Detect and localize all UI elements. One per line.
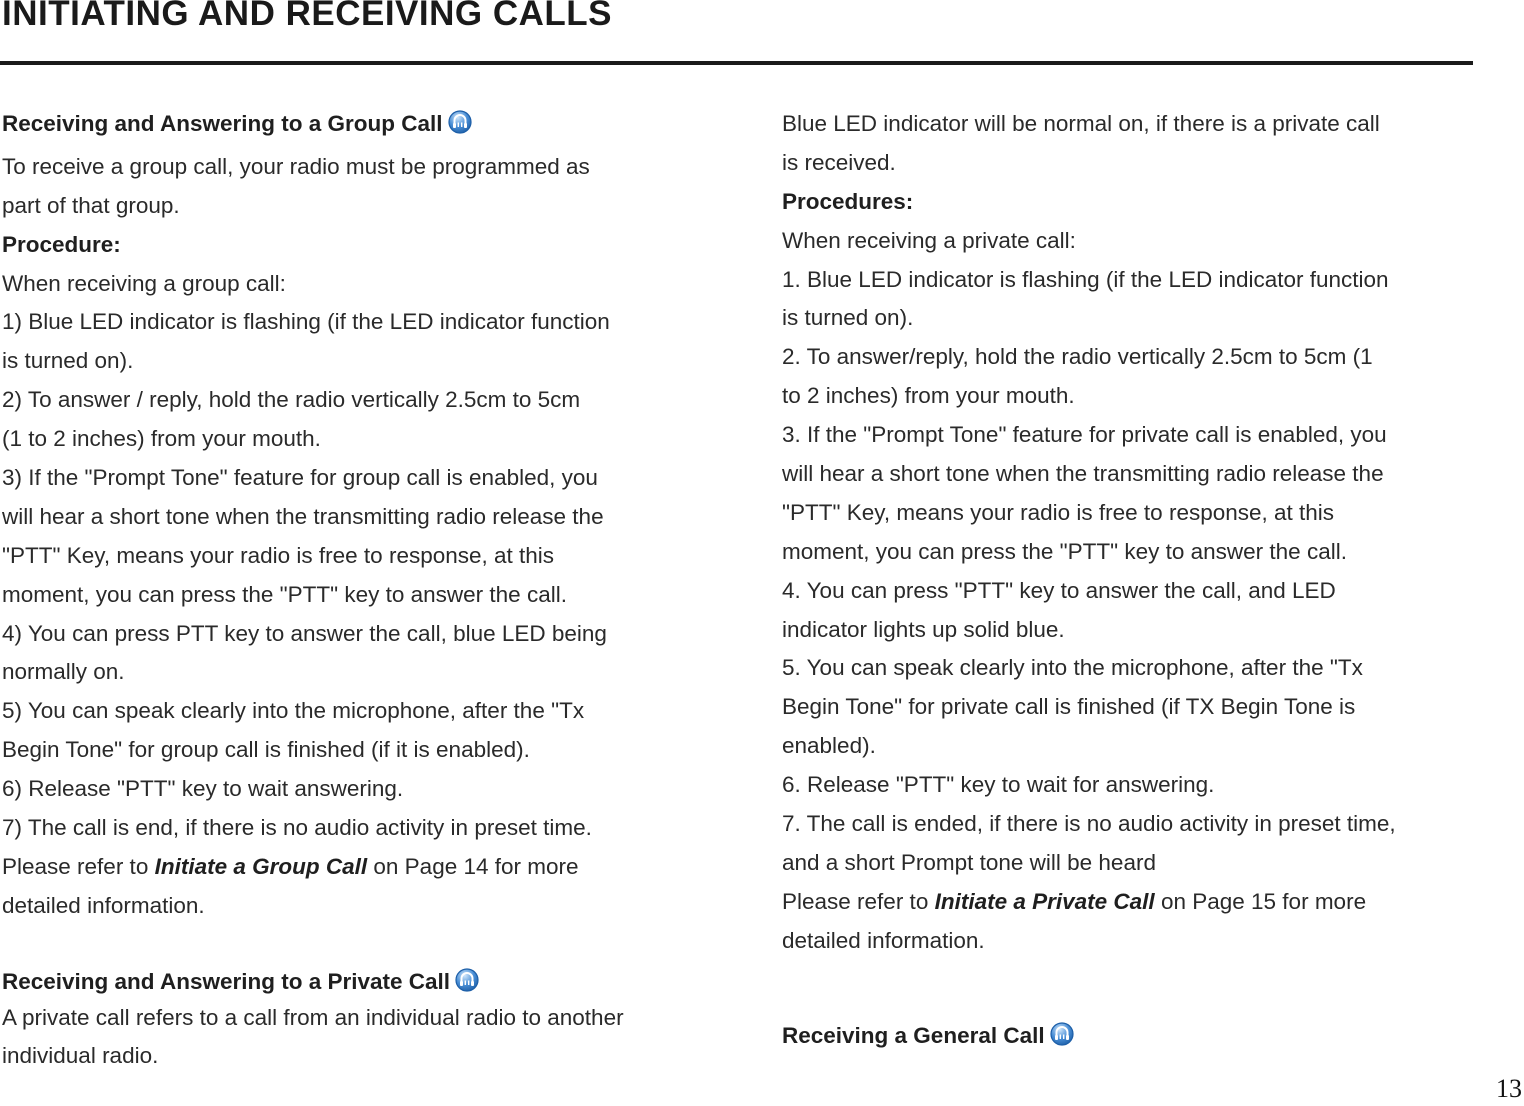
general-call-icon [1050, 1022, 1074, 1046]
private-intro-line: individual radio. [2, 1043, 159, 1069]
left-column [2, 105, 707, 1076]
procedure-line: to 2 inches) from your mouth. [782, 383, 1075, 409]
refer-line: Please refer to Initiate a Group Call on Page 14 for more [2, 853, 579, 879]
procedure-line: 6) Release "PTT" key to wait answering. [2, 776, 404, 802]
procedure-label: Procedure: [2, 231, 121, 257]
procedure-line: enabled). [782, 733, 876, 759]
procedure-line: is turned on). [2, 348, 134, 374]
procedure-line: will hear a short tone when the transmitting radio release the [2, 503, 604, 529]
refer-line: Please refer to Initiate a Private Call on Page 15 for more [782, 888, 1367, 914]
group-call-icon [448, 110, 472, 134]
procedure-line: "PTT" Key, means your radio is free to response, at this [782, 499, 1335, 525]
procedure-line: is turned on). [782, 305, 914, 331]
page-number: 13 [1496, 1074, 1522, 1103]
procedure-line: (1 to 2 inches) from your mouth. [2, 426, 321, 452]
general-call-heading: Receiving a General Call [782, 1017, 1482, 1056]
private-intro-line: Blue LED indicator will be normal on, if there is a private call [782, 111, 1380, 136]
procedure-line: Begin Tone" for private call is finished (if TX Begin Tone is [782, 694, 1356, 720]
procedure-line: 4) You can press PTT key to answer the call, blue LED being [2, 620, 607, 646]
procedure-line: 2. To answer/reply, hold the radio vertically 2.5cm to 5cm (1 [782, 344, 1373, 370]
procedure-line: 2) To answer / reply, hold the radio vertically 2.5cm to 5cm [2, 387, 581, 413]
private-intro-line: A private call refers to a call from an individual radio to another [2, 1004, 624, 1030]
procedure-line: 1) Blue LED indicator is flashing (if the LED indicator function [2, 309, 610, 335]
group-call-heading: Receiving and Answering to a Group Call [2, 105, 707, 144]
procedure-line: Begin Tone" for group call is finished (if it is enabled). [2, 737, 530, 763]
procedure-line: normally on. [2, 659, 125, 685]
procedure-line: 5) You can speak clearly into the microphone, after the "Tx [2, 698, 585, 724]
procedure-line: moment, you can press the "PTT" key to answer the call. [2, 581, 567, 607]
group-intro-line: To receive a group call, your radio must be programmed as [2, 153, 590, 179]
private-intro-line: is received. [782, 149, 896, 175]
procedure-line: and a short Prompt tone will be heard [782, 849, 1156, 875]
procedure-line: 3) If the "Prompt Tone" feature for group call is enabled, you [2, 465, 598, 491]
private-call-reference[interactable]: Initiate a Private Call [934, 888, 1155, 914]
procedure-line: 5. You can speak clearly into the microphone, after the "Tx [782, 655, 1363, 681]
procedure-line: indicator lights up solid blue. [782, 616, 1065, 642]
private-call-icon [455, 968, 479, 992]
right-column [782, 105, 1482, 1056]
group-call-reference[interactable]: Initiate a Group Call [154, 853, 368, 879]
private-call-heading: Receiving and Answering to a Private Call [2, 965, 707, 999]
procedure-line: 7) The call is end, if there is no audio activity in preset time. [2, 815, 592, 841]
procedure-line: 4. You can press "PTT" key to answer the call, and LED [782, 577, 1336, 603]
procedure-line: "PTT" Key, means your radio is free to response, at this [2, 542, 555, 568]
procedure-line: 1. Blue LED indicator is flashing (if the LED indicator function [782, 266, 1389, 292]
procedures-label: Procedures: [782, 188, 914, 214]
procedure-line: 7. The call is ended, if there is no audio activity in preset time, [782, 811, 1396, 837]
procedure-line: When receiving a group call: [2, 270, 286, 296]
procedure-line: 3. If the "Prompt Tone" feature for private call is enabled, you [782, 422, 1387, 448]
group-intro-line: part of that group. [2, 192, 180, 218]
refer-line-end: detailed information. [2, 892, 205, 918]
procedure-line: moment, you can press the "PTT" key to answer the call. [782, 538, 1347, 564]
procedure-line: 6. Release "PTT" key to wait for answering. [782, 772, 1215, 798]
title-divider [0, 61, 1473, 65]
procedure-line: will hear a short tone when the transmitting radio release the [782, 461, 1384, 487]
refer-line-end: detailed information. [782, 927, 985, 953]
page-title: INITIATING AND RECEIVING CALLS [2, 0, 612, 33]
procedure-line: When receiving a private call: [782, 227, 1076, 253]
